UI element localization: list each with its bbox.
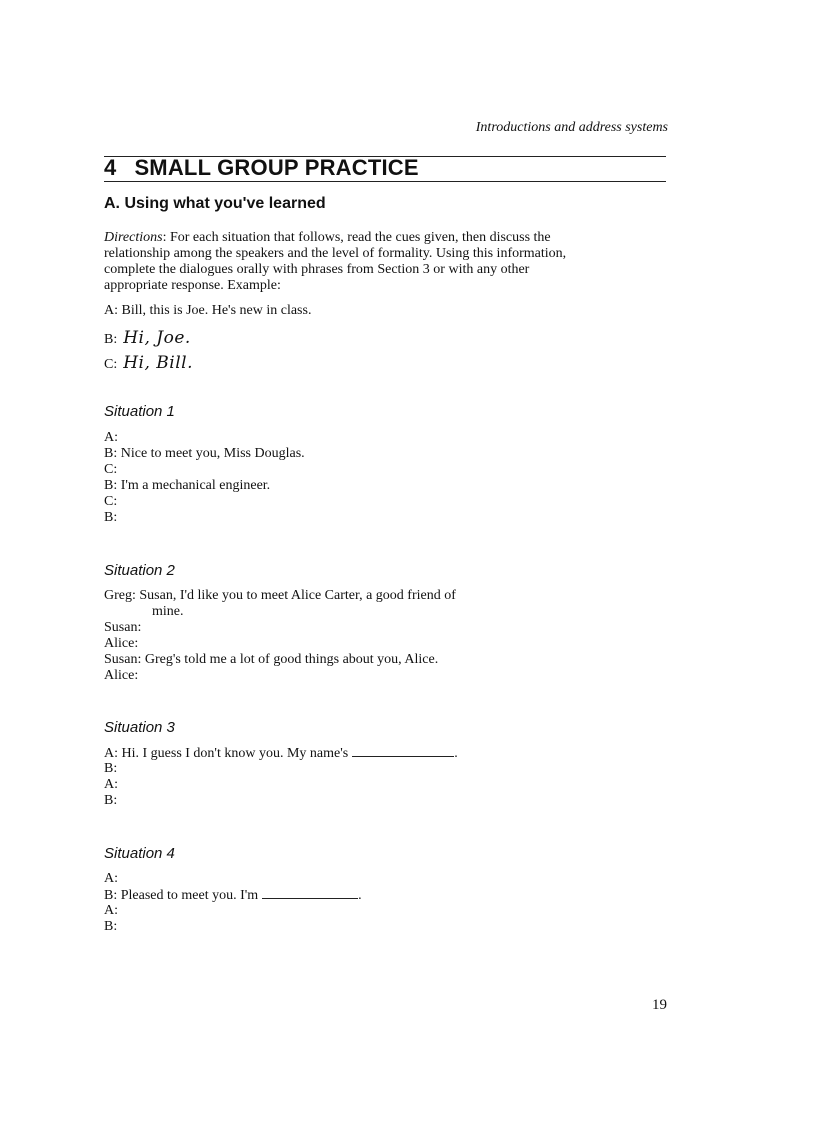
- dialogue-line: [104, 793, 117, 809]
- fill-in-blank[interactable]: [262, 887, 358, 899]
- speaker-label: B:: [104, 478, 118, 493]
- speaker-label: A:: [104, 303, 118, 318]
- chapter-title: [104, 155, 419, 181]
- line-suffix: .: [454, 746, 458, 761]
- line-text: mine.: [152, 604, 184, 619]
- directions-text: : For each situation that follows, read the cues given, then discuss the relationship among the speakers and the level of formality. Using this information, complete the dialogues orally with phrases from Section 3 or with any other appropriate response. Example:: [104, 230, 567, 293]
- fill-in-blank[interactable]: [352, 745, 454, 757]
- dialogue-line: [104, 777, 118, 793]
- speaker-label: A:: [104, 746, 118, 761]
- line-text: Greg's told me a lot of good things about you, Alice.: [144, 652, 439, 667]
- speaker-label: B:: [104, 888, 118, 903]
- dialogue-line: [104, 478, 270, 494]
- line-text: I'm a mechanical engineer.: [120, 478, 271, 493]
- line-text: Nice to meet you, Miss Douglas.: [120, 446, 305, 461]
- speaker-label: A:: [104, 430, 118, 445]
- dialogue-line: [104, 919, 117, 935]
- line-text: Pleased to meet you. I'm: [120, 888, 259, 903]
- dialogue-line: [104, 652, 438, 668]
- situation-title: Situation 3: [104, 719, 175, 736]
- dialogue-line: [104, 761, 117, 777]
- handwritten-answer: Hi, Bill.: [123, 353, 194, 373]
- example-line: [104, 303, 311, 319]
- chapter-title-text: SMALL GROUP PRACTICE: [134, 155, 419, 180]
- dialogue-line: [104, 871, 118, 887]
- running-head: Introductions and address systems: [475, 120, 668, 135]
- speaker-label: Alice:: [104, 636, 139, 651]
- dialogue-line: [104, 620, 141, 636]
- dialogue-line: [104, 636, 138, 652]
- dialogue-line: [104, 745, 458, 762]
- situation-title: Situation 1: [104, 403, 175, 420]
- dialogue-line: [104, 446, 305, 462]
- example-line: [104, 330, 191, 348]
- speaker-label: Greg:: [104, 588, 136, 603]
- chapter-number: 4: [104, 155, 117, 180]
- handwritten-answer: Hi, Joe.: [123, 328, 191, 348]
- dialogue-line: [104, 430, 118, 446]
- dialogue-line: [104, 668, 138, 684]
- situation-title: Situation 4: [104, 845, 175, 862]
- line-text: Bill, this is Joe. He's new in class.: [121, 303, 312, 318]
- speaker-label: B:: [104, 919, 118, 934]
- dialogue-line: [104, 462, 117, 478]
- speaker-label: B:: [104, 761, 118, 776]
- title-rule-bottom: [104, 181, 666, 182]
- speaker-label: A:: [104, 871, 118, 886]
- dialogue-line: [104, 588, 456, 604]
- directions-lead: Directions: [104, 230, 163, 245]
- speaker-label: B:: [104, 332, 118, 347]
- line-text: Hi. I guess I don't know you. My name's: [121, 746, 349, 761]
- speaker-label: C:: [104, 357, 118, 372]
- dialogue-line-continuation: [104, 604, 184, 620]
- section-title: A. Using what you've learned: [104, 195, 326, 212]
- dialogue-line: [104, 887, 362, 904]
- directions-paragraph: [104, 230, 574, 294]
- example-line: [104, 355, 193, 373]
- dialogue-line: [104, 494, 117, 510]
- speaker-label: C:: [104, 494, 118, 509]
- speaker-label: C:: [104, 462, 118, 477]
- dialogue-line: [104, 510, 117, 526]
- line-suffix: .: [358, 888, 362, 903]
- speaker-label: A:: [104, 777, 118, 792]
- page-number: 19: [652, 997, 667, 1013]
- dialogue-line: [104, 903, 118, 919]
- line-text: Susan, I'd like you to meet Alice Carter, a good friend of: [139, 588, 456, 603]
- speaker-label: B:: [104, 446, 118, 461]
- speaker-label: B:: [104, 510, 118, 525]
- speaker-label: Alice:: [104, 668, 139, 683]
- speaker-label: Susan:: [104, 620, 142, 635]
- speaker-label: B:: [104, 793, 118, 808]
- situation-title: Situation 2: [104, 562, 175, 579]
- speaker-label: A:: [104, 903, 118, 918]
- speaker-label: Susan:: [104, 652, 142, 667]
